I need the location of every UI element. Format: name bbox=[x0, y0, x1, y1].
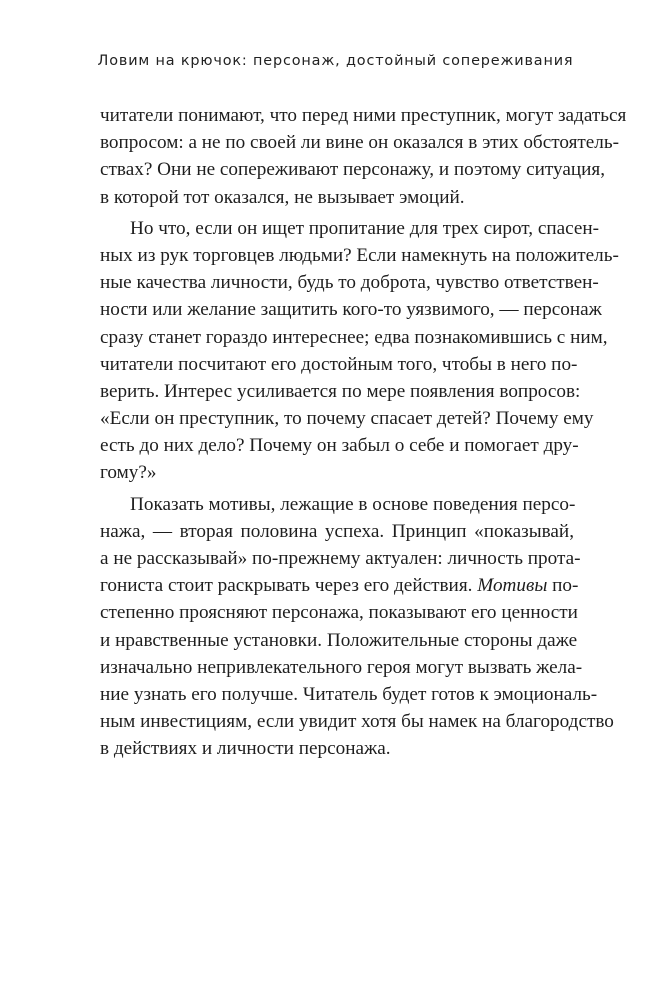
running-header: Ловим на крючок: персонаж, достойный сопереживания bbox=[97, 53, 574, 69]
text-line: ние узнать его получше. Читатель будет готов к эмоциональ- bbox=[100, 683, 598, 705]
text-line: в которой тот оказался, не вызывает эмоций. bbox=[100, 186, 465, 208]
text-line: а не рассказывай» по-прежнему актуален: личность прота- bbox=[100, 548, 581, 569]
text-line: сразу станет гораздо интереснее; едва познакомившись с ним, bbox=[100, 326, 608, 348]
text-line: «Если он преступник, то почему спасает детей? Почему ему bbox=[100, 408, 594, 430]
paragraph-2 bbox=[100, 215, 619, 487]
text-line: ные качества личности, будь то доброта, чувство ответствен- bbox=[100, 272, 599, 294]
text-line: ных из рук торговцев людьми? Если намекнуть на положитель- bbox=[100, 244, 619, 266]
text-line: верить. Интерес усиливается по мере появления вопросов: bbox=[100, 380, 581, 402]
text-line: изначально непривлекательного героя могут вызвать жела- bbox=[100, 656, 583, 678]
text-line: Показать мотивы, лежащие в основе поведения персо- bbox=[130, 493, 576, 515]
text-line: нажа, — вторая половина успеха. Принцип «показывай, bbox=[100, 520, 574, 542]
text-fragment: гониста стоит раскрывать через его действия. bbox=[100, 575, 473, 597]
text-line: ствах? Они не сопереживают персонажу, и поэтому ситуация, bbox=[100, 159, 606, 181]
italic-term: Мотивы bbox=[477, 575, 548, 597]
paragraph-3 bbox=[100, 491, 614, 763]
text-line: читатели понимают, что перед ними преступник, могут задаться bbox=[100, 105, 627, 126]
paragraph-1 bbox=[100, 102, 627, 211]
text-line-with-italic bbox=[100, 572, 579, 599]
text-fragment: по- bbox=[547, 575, 579, 597]
text-line: степенно проясняют персонажа, показывают его ценности bbox=[100, 602, 578, 624]
text-line: гому?» bbox=[100, 462, 157, 484]
text-line: есть до них дело? Почему он забыл о себе и помогает дру- bbox=[100, 435, 579, 457]
body-text bbox=[100, 102, 627, 763]
text-line: и нравственные установки. Положительные стороны даже bbox=[100, 629, 578, 651]
text-line: Но что, если он ищет пропитание для трех сирот, спасен- bbox=[130, 217, 600, 239]
text-line: в действиях и личности персонажа. bbox=[100, 738, 391, 760]
text-line: ности или желание защитить кого-то уязвимого, — персонаж bbox=[100, 299, 602, 321]
text-line: читатели посчитают его достойным того, чтобы в него по- bbox=[100, 353, 578, 375]
text-line: вопросом: а не по своей ли вине он оказался в этих обстоятель- bbox=[100, 132, 620, 154]
text-line: ным инвестициям, если увидит хотя бы намек на благородство bbox=[100, 711, 614, 733]
